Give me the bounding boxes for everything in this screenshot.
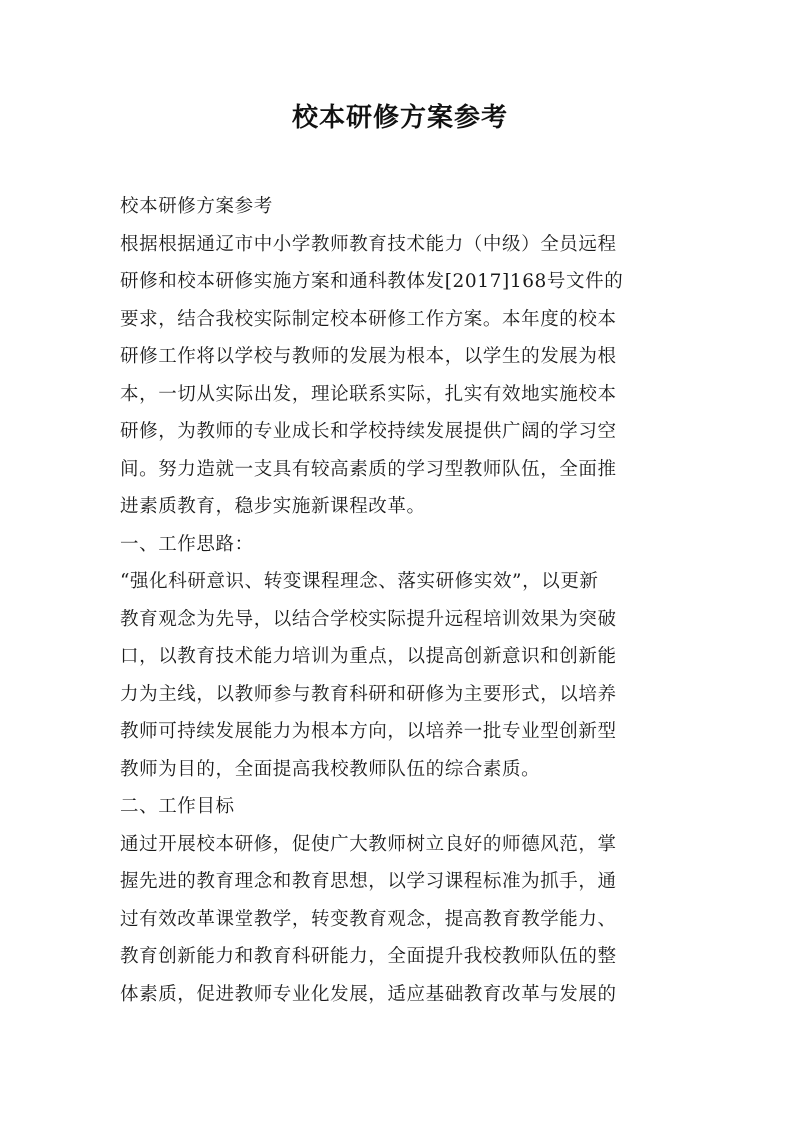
body-line: 根据根据通辽市中小学教师教育技术能力（中级）全员远程 xyxy=(120,233,617,255)
body-line: 研修和校本研修实施方案和通科教体发[2017]168号文件的 xyxy=(120,271,624,292)
document-body xyxy=(120,188,688,1013)
body-line: 本，一切从实际出发，理论联系实际，扎实有效地实施校本 xyxy=(120,383,617,405)
body-line: 握先进的教育理念和教育思想，以学习课程标准为抓手，通 xyxy=(120,871,617,892)
body-line: 教师为目的，全面提高我校教师队伍的综合素质。 xyxy=(120,758,541,780)
body-line: 进素质教育，稳步实施新课程改革。 xyxy=(120,496,426,517)
body-line: 力为主线，以教师参与教育科研和研修为主要形式，以培养 xyxy=(120,683,617,705)
body-line: 教育观念为先导，以结合学校实际提升远程培训效果为突破 xyxy=(120,608,617,630)
body-line: 研修工作将以学校与教师的发展为根本，以学生的发展为根 xyxy=(120,346,617,367)
body-line: 教师可持续发展能力为根本方向，以培养一批专业型创新型 xyxy=(120,721,617,742)
section-heading: 二、工作目标 xyxy=(120,796,235,817)
section-heading: 一、工作思路： xyxy=(120,533,254,555)
body-line: 校本研修方案参考 xyxy=(120,196,273,217)
body-line: 口，以教育技术能力培训为重点，以提高创新意识和创新能 xyxy=(120,646,617,667)
body-line: 教育创新能力和教育科研能力，全面提升我校教师队伍的整 xyxy=(120,946,617,967)
body-line: 过有效改革课堂教学，转变教育观念，提高教育教学能力、 xyxy=(120,908,617,930)
body-line: 要求，结合我校实际制定校本研修工作方案。本年度的校本 xyxy=(120,308,617,330)
document-title: 校本研修方案参考 xyxy=(291,103,508,133)
body-line: “强化科研意识、转变课程理念、落实研修实效”，以更新 xyxy=(120,571,599,592)
body-line: 通过开展校本研修，促使广大教师树立良好的师德风范，掌 xyxy=(120,833,617,855)
body-line: 间。努力造就一支具有较高素质的学习型教师队伍，全面推 xyxy=(120,458,617,480)
body-line: 研修，为教师的专业成长和学校持续发展提供广阔的学习空 xyxy=(120,421,617,442)
body-line: 体素质，促进教师专业化发展，适应基础教育改革与发展的 xyxy=(120,983,617,1005)
